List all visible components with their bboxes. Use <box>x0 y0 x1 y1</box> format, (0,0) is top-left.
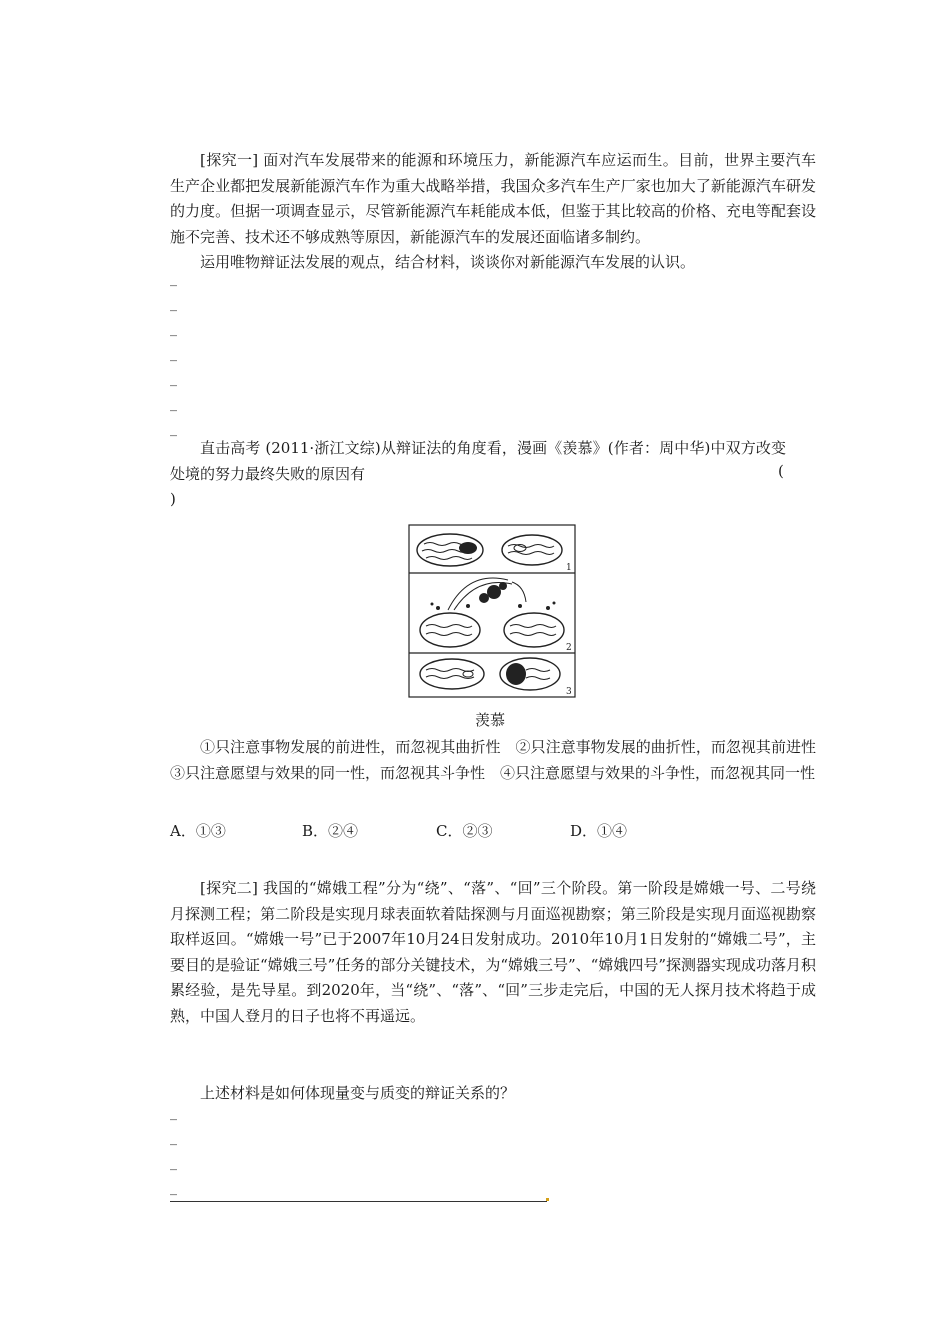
choice-d[interactable]: D．①④ <box>570 822 628 840</box>
answer-blank[interactable]: _ <box>170 396 177 412</box>
panel-number: 3 <box>566 687 572 697</box>
answer-blank[interactable]: _ <box>170 1130 177 1146</box>
answer-paren-close: ) <box>170 490 176 508</box>
answer-blank[interactable]: _ <box>170 1155 177 1171</box>
line-end-marker <box>546 1198 549 1201</box>
answer-blank[interactable]: _ <box>170 296 177 312</box>
panel-number: 1 <box>566 563 572 573</box>
explore1-paragraph: [探究一] 面对汽车发展带来的能源和环境压力，新能源汽车应运而生。目前，世界主要汽车生产企业都把发展新能源汽车作为重大战略举措，我国众多汽车生产厂家也加大了新能源汽车研发的力度。但据一项调查显示，尽管新能源汽车耗能成本低，但鉴于其比较高的价格、充电等配套设施不完善、技术还不够成熟等原因，新能源汽车的发展还面临诸多制约。 <box>170 151 816 246</box>
explore1-question: 运用唯物辩证法发展的观点，结合材料，谈谈你对新能源汽车发展的认识。 <box>200 253 696 271</box>
pot-icon <box>417 534 483 566</box>
answer-blank[interactable]: _ <box>170 271 177 287</box>
explore2-paragraph: [探究二] 我国的“嫦娥工程”分为“绕”、“落”、“回”三个阶段。第一阶段是嫦娥一号、二号绕月探测工程；第二阶段是实现月球表面软着陆探测与月面巡视勘察；第三阶段是实现月面巡视勘察取样返回。“嫦娥一号”已于2007年10月24日发射成功。2010年10月1日发射的“嫦娥二号”，主要目的是验证“嫦娥三号”任务的部分关键技术，为“嫦娥三号”、“嫦娥四号”探测器实现成功落月积累经验，是先导星。到2020年，当“绕”、“落”、“回”三步走完后，中国的无人探月技术将趋于成熟，中国人登月的日子也将不再遥远。 <box>170 879 817 1025</box>
panel-number: 2 <box>566 643 572 653</box>
cartoon-figure <box>408 524 576 698</box>
answer-blank[interactable]: _ <box>170 371 177 387</box>
pot-icon <box>500 658 560 690</box>
answer-blank[interactable]: _ <box>170 346 177 362</box>
answer-blank[interactable]: _ <box>170 1180 177 1196</box>
choice-c[interactable]: C．②③ <box>436 822 493 840</box>
pot-icon <box>504 613 564 647</box>
explore2-question: 上述材料是如何体现量变与质变的辩证关系的？ <box>200 1084 516 1102</box>
answer-paren-open: ( <box>778 462 784 480</box>
answer-blank[interactable]: _ <box>170 421 177 437</box>
figure-caption: 羡慕 <box>474 711 505 729</box>
pot-icon <box>502 535 562 565</box>
answer-blank[interactable]: _ <box>170 1105 177 1121</box>
choice-a[interactable]: A．①③ <box>170 822 226 840</box>
pot-icon <box>420 659 484 689</box>
choice-b[interactable]: B．②④ <box>302 822 359 840</box>
pot-icon <box>420 613 480 647</box>
exam-statements: ①只注意事物发展的前进性，而忽视其曲折性 ②只注意事物发展的曲折性，而忽视其前进性 ③只注意愿望与效果的同一性，而忽视其斗争性 ④只注意愿望与效果的斗争性，而忽视其同一性 <box>170 738 832 782</box>
answer-blank[interactable]: _ <box>170 321 177 337</box>
answer-line[interactable] <box>170 1201 547 1202</box>
exam-question-stem: 直击高考 (2011·浙江文综)从辩证法的角度看，漫画《羡慕》(作者：周中华)中双方改变处境的努力最终失败的原因有 <box>170 439 786 483</box>
